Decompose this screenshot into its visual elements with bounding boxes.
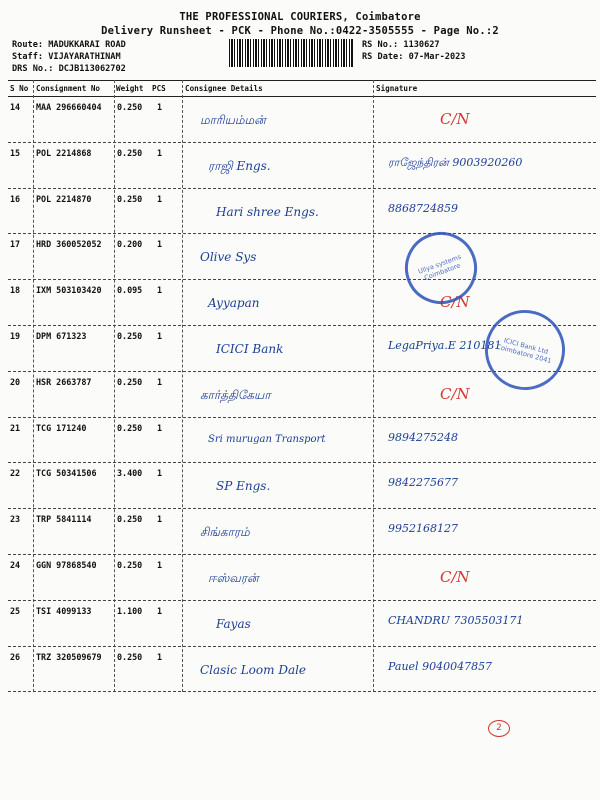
row-weight: 1.100 xyxy=(117,605,143,616)
row-pcs: 1 xyxy=(157,285,163,296)
barcode xyxy=(229,39,353,67)
row-divider xyxy=(8,233,596,234)
table-top-border xyxy=(8,80,596,81)
row-signature: 9842275677 xyxy=(388,476,458,490)
row-weight: 0.250 xyxy=(117,102,143,112)
row-consignment-no: HRD 360052052 xyxy=(36,239,102,250)
row-weight: 0.250 xyxy=(117,560,143,570)
row-sno: 15 xyxy=(10,147,21,158)
row-divider xyxy=(8,600,596,601)
row-pcs: 1 xyxy=(157,560,163,570)
row-weight: 0.095 xyxy=(117,285,143,296)
row-signature: C/N xyxy=(440,110,470,128)
runsheet-title: Delivery Runsheet - PCK - Phone No.:0422-3505555 - Page No.:2 xyxy=(101,25,499,37)
row-sno: 14 xyxy=(10,102,21,112)
row-weight: 0.250 xyxy=(117,514,143,525)
row-pcs: 1 xyxy=(157,102,163,112)
row-consignment-no: TCG 50341506 xyxy=(36,468,97,479)
ullya-stamp-text: Ullya systems Coimbatore xyxy=(417,252,463,282)
row-consignee: SP Engs. xyxy=(216,479,271,494)
row-pcs: 1 xyxy=(157,239,163,250)
row-consignee: Hari shree Engs. xyxy=(216,204,319,219)
row-consignee: Sri murugan Transport xyxy=(208,433,326,445)
row-pcs: 1 xyxy=(157,651,163,662)
row-pcs: 1 xyxy=(157,468,163,479)
row-pcs: 1 xyxy=(157,514,163,525)
row-pcs: 1 xyxy=(157,331,163,341)
row-divider xyxy=(8,508,596,509)
row-signature: 8868724859 xyxy=(388,201,458,215)
row-divider xyxy=(8,691,596,692)
row-consignee: மாரியம்மன் xyxy=(200,113,266,127)
row-sno: 24 xyxy=(10,560,21,570)
row-weight: 0.250 xyxy=(117,376,143,387)
row-consignee: ICICI Bank xyxy=(216,342,284,356)
row-weight: 0.250 xyxy=(117,651,143,662)
row-consignment-no: HSR 2663787 xyxy=(36,376,92,387)
row-weight: 0.250 xyxy=(117,193,143,204)
row-divider xyxy=(8,462,596,463)
col-header-pcs: PCS xyxy=(152,84,166,93)
rs-date: RS Date: 07-Mar-2023 xyxy=(362,52,466,62)
row-consignment-no: IXM 503103420 xyxy=(36,285,102,296)
row-weight: 0.250 xyxy=(117,147,143,158)
rs-number: RS No.: 1130627 xyxy=(362,40,440,50)
row-consignee: ராஜி Engs. xyxy=(208,158,271,173)
icici-stamp xyxy=(476,301,574,399)
row-sno: 23 xyxy=(10,514,21,525)
row-sno: 21 xyxy=(10,422,21,433)
ullya-stamp xyxy=(395,222,487,314)
col-header-consignment: Consignment No xyxy=(36,84,101,93)
row-consignment-no: TRP 5841114 xyxy=(36,514,92,525)
row-signature: C/N xyxy=(440,293,470,312)
row-consignment-no: POL 2214868 xyxy=(36,147,92,158)
route-label: Route: MADUKKARAI ROAD xyxy=(12,40,126,50)
row-consignment-no: POL 2214870 xyxy=(36,193,92,204)
row-signature: C/N xyxy=(440,384,470,403)
table-header-border xyxy=(8,96,596,97)
row-divider xyxy=(8,646,596,647)
page-mark: 2 xyxy=(488,720,510,737)
row-divider xyxy=(8,554,596,555)
col-header-signature: Signature xyxy=(376,84,418,93)
row-weight: 0.200 xyxy=(117,239,143,250)
row-consignment-no: MAA 296660404 xyxy=(36,102,102,112)
row-consignee: Fayas xyxy=(216,616,251,631)
row-consignment-no: GGN 97868540 xyxy=(36,560,97,570)
col-header-weight: Weight xyxy=(116,84,144,93)
col-header-sno: S No xyxy=(10,84,29,93)
row-signature: CHANDRU 7305503171 xyxy=(388,613,524,627)
row-signature: LegaPriya.E 210181 xyxy=(388,339,502,352)
row-consignee: Clasic Loom Dale xyxy=(200,662,307,677)
col-header-consignee: Consignee Details xyxy=(185,84,263,93)
drs-number: DRS No.: DCJB113062702 xyxy=(12,64,126,74)
row-pcs: 1 xyxy=(157,147,163,158)
row-pcs: 1 xyxy=(157,422,163,433)
row-consignee: ஈஸ்வரன் xyxy=(208,571,259,585)
row-weight: 0.250 xyxy=(117,422,143,433)
row-consignee: Ayyapan xyxy=(208,296,260,311)
row-sno: 20 xyxy=(10,376,21,387)
row-pcs: 1 xyxy=(157,376,163,387)
row-divider xyxy=(8,188,596,189)
row-sno: 22 xyxy=(10,468,21,479)
row-consignment-no: DPM 671323 xyxy=(36,331,87,341)
row-consignee: Olive Sys xyxy=(200,250,257,265)
row-divider xyxy=(8,417,596,418)
row-signature: 9952168127 xyxy=(388,522,458,536)
row-weight: 0.250 xyxy=(117,331,143,341)
row-consignee: சிங்காரம் xyxy=(200,525,250,540)
row-signature: Pauel 9040047857 xyxy=(388,659,493,673)
row-consignee: கார்த்திகேயா xyxy=(200,387,271,402)
staff-label: Staff: VIJAYARATHINAM xyxy=(12,52,121,62)
row-divider xyxy=(8,142,596,143)
row-sno: 25 xyxy=(10,605,21,616)
row-consignment-no: TCG 171240 xyxy=(36,422,87,433)
row-sno: 26 xyxy=(10,651,21,662)
row-signature: 9894275248 xyxy=(388,430,458,444)
row-consignment-no: TRZ 320509679 xyxy=(36,651,102,662)
row-consignment-no: TSI 4099133 xyxy=(36,605,92,616)
row-sno: 17 xyxy=(10,239,21,250)
company-title: THE PROFESSIONAL COURIERS, Coimbatore xyxy=(179,11,421,23)
icici-stamp-text: ICICI Bank Ltd Coimbatore 2041 xyxy=(495,336,553,366)
row-pcs: 1 xyxy=(157,605,163,616)
row-divider xyxy=(8,279,596,280)
row-signature: C/N xyxy=(440,568,470,586)
row-sno: 18 xyxy=(10,285,21,296)
row-sno: 19 xyxy=(10,331,21,341)
row-pcs: 1 xyxy=(157,193,163,204)
row-signature: ராஜேந்திரன் 9003920260 xyxy=(388,155,523,169)
row-sno: 16 xyxy=(10,193,21,204)
row-weight: 3.400 xyxy=(117,468,143,479)
